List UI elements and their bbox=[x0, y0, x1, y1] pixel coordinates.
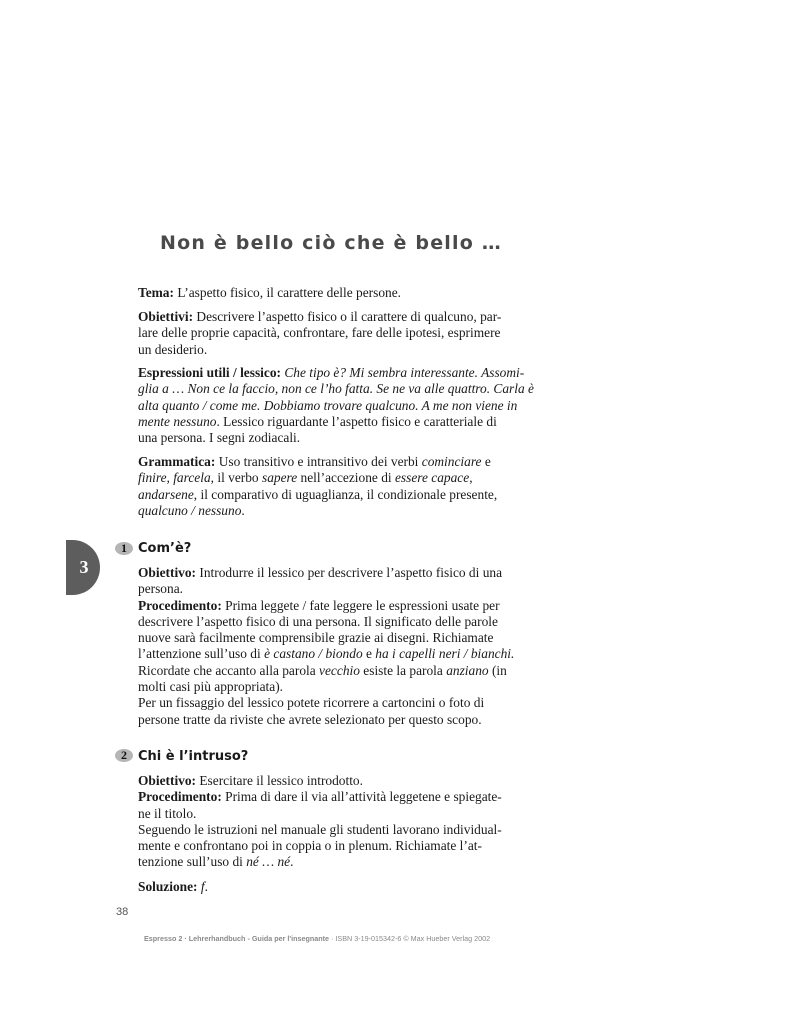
body-line: . bbox=[290, 854, 294, 870]
body-line: Seguendo le istruzioni nel manuale gli studenti lavorano individual- bbox=[138, 821, 502, 837]
espressioni-line: . Lessico riguardante l’aspetto fisico e caratteriale di bbox=[216, 413, 497, 429]
grammatica-text: qualcuno / nessuno bbox=[138, 502, 242, 518]
espressioni-paragraph bbox=[138, 365, 558, 446]
body-line: Ricordate che accanto alla parola bbox=[138, 662, 320, 678]
body-line: è castano / biondo bbox=[264, 646, 363, 662]
espressioni-label: Espressioni utili / lessico: bbox=[138, 365, 281, 380]
body-line: Esercitare il lessico introdotto. bbox=[196, 773, 363, 788]
obiettivi-line: un desiderio. bbox=[138, 341, 208, 357]
soluzione-label: Soluzione: bbox=[138, 879, 198, 894]
obiettivo-label: Obiettivo: bbox=[138, 773, 197, 788]
procedimento-label: Procedimento: bbox=[138, 789, 222, 805]
section-heading: Com’è? bbox=[138, 541, 192, 556]
body-line: (in bbox=[488, 662, 507, 678]
section1-body bbox=[138, 565, 558, 728]
grammatica-text: e bbox=[481, 454, 491, 469]
espressioni-line: mente nessuno bbox=[138, 413, 217, 429]
body-line: mente e confrontano poi in coppia o in plenum. Richiamate l’at- bbox=[138, 838, 482, 854]
espressioni-line: alta quanto / come me. Dobbiamo trovare qualcuno. A me non viene in bbox=[138, 397, 518, 413]
body-line: nuove sarà facilmente comprensibile grazie ai disegni. Richiamate bbox=[138, 630, 494, 646]
body-line: ha i capelli neri / bianchi. bbox=[375, 646, 515, 662]
footer bbox=[144, 934, 490, 943]
body-line: ne il titolo. bbox=[138, 805, 197, 821]
body-line: anziano bbox=[446, 662, 489, 678]
tema-text: L’aspetto fisico, il carattere delle persone. bbox=[173, 285, 402, 300]
espressioni-line: Che tipo è? Mi sembra interessante. Assomi- bbox=[280, 365, 525, 380]
grammatica-text: , il comparativo di uguaglianza, il condizionale presente, bbox=[193, 486, 498, 502]
soluzione-line bbox=[138, 879, 558, 895]
obiettivi-paragraph bbox=[138, 309, 558, 358]
section-number-badge: 1 bbox=[115, 542, 133, 555]
tema-paragraph bbox=[138, 285, 558, 301]
body-line: Introdurre il lessico per descrivere l’aspetto fisico di una bbox=[196, 565, 503, 580]
procedimento-label: Procedimento: bbox=[138, 597, 222, 613]
grammatica-text: essere capace bbox=[394, 470, 470, 486]
body-line: e bbox=[362, 646, 376, 662]
grammatica-text: cominciare bbox=[421, 454, 482, 469]
tema-label: Tema: bbox=[138, 285, 174, 300]
soluzione-text: . bbox=[204, 879, 208, 894]
grammatica-text: Uso transitivo e intransitivo dei verbi bbox=[215, 454, 422, 469]
body-line: né … né bbox=[246, 854, 291, 870]
body-line: tenzione sull’uso di bbox=[138, 854, 247, 870]
grammatica-text: , il verbo bbox=[210, 470, 262, 486]
grammatica-text: . bbox=[241, 502, 245, 518]
body-line: persone tratte da riviste che avrete selezionato per questo scopo. bbox=[138, 711, 482, 727]
body-line: l’attenzione sull’uso di bbox=[138, 646, 265, 662]
obiettivi-line: lare delle proprie capacità, confrontare, fare delle ipotesi, esprimere bbox=[138, 325, 501, 341]
grammatica-text: nell’accezione di bbox=[297, 470, 395, 486]
chapter-tab: 3 bbox=[66, 540, 100, 595]
footer-title: Espresso 2 · Lehrerhandbuch - Guida per l'insegnante bbox=[144, 934, 330, 943]
soluzione-text: f bbox=[197, 879, 205, 894]
page-number: 38 bbox=[116, 906, 129, 918]
section-heading: Chi è l’intruso? bbox=[138, 749, 249, 764]
section2-body bbox=[138, 773, 558, 871]
footer-isbn: · ISBN 3-19-015342-6 © Max Hueber Verlag 2002 bbox=[329, 934, 491, 943]
grammatica-text: sapere bbox=[261, 470, 298, 486]
grammatica-text: andarsene bbox=[138, 486, 194, 502]
espressioni-line: una persona. I segni zodiacali. bbox=[138, 430, 301, 446]
body-line: persona. bbox=[138, 581, 183, 597]
obiettivi-line: Descrivere l’aspetto fisico o il carattere di qualcuno, par- bbox=[193, 309, 502, 324]
body-line: esiste la parola bbox=[359, 662, 447, 678]
grammatica-text: , bbox=[469, 470, 473, 486]
obiettivi-label: Obiettivi: bbox=[138, 309, 194, 324]
grammatica-paragraph bbox=[138, 454, 558, 519]
grammatica-text: finire, farcela bbox=[138, 470, 211, 486]
body-line: molti casi più appropriata). bbox=[138, 679, 284, 695]
body-line: vecchio bbox=[319, 662, 360, 678]
obiettivo-label: Obiettivo: bbox=[138, 565, 197, 580]
body-line: Per un fissaggio del lessico potete ricorrere a cartoncini o foto di bbox=[138, 695, 485, 711]
body-line: Prima leggete / fate leggere le espressioni usate per bbox=[221, 597, 500, 613]
page-title: Non è bello ciò che è bello … bbox=[160, 232, 502, 254]
body-line: descrivere l’aspetto fisico di una persona. Il significato delle parole bbox=[138, 613, 498, 629]
grammatica-label: Grammatica: bbox=[138, 454, 216, 469]
section-number-badge: 2 bbox=[115, 749, 133, 762]
espressioni-line: glia a … Non ce la faccio, non ce l’ho fatta. Se ne va alle quattro. Carla è bbox=[138, 381, 534, 397]
body-line: Prima di dare il via all’attività leggetene e spiegate- bbox=[221, 789, 502, 805]
